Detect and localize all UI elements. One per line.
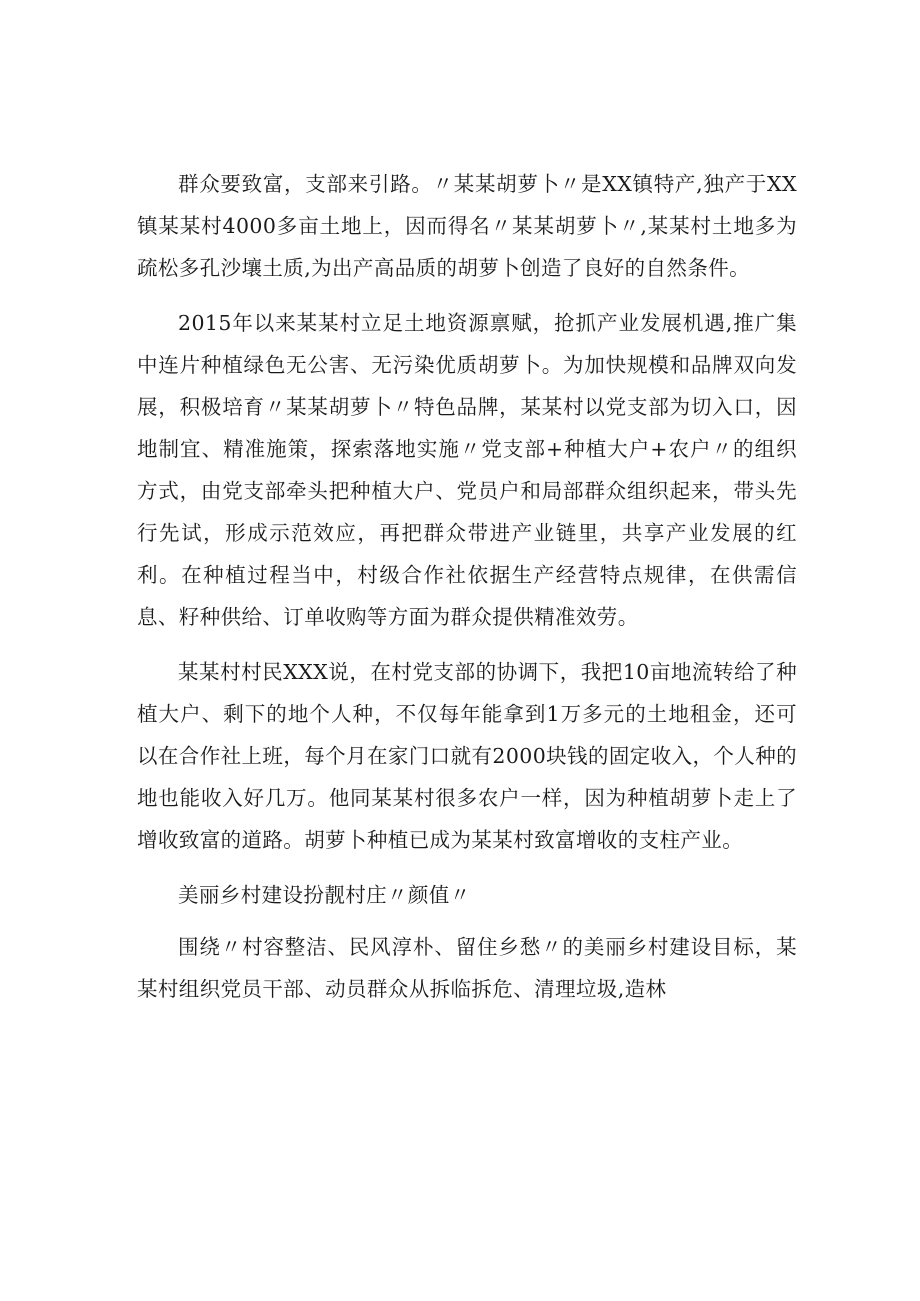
document-body — [137, 163, 797, 1010]
paragraph-5: 围绕〃村容整洁、民风淳朴、留住乡愁〃的美丽乡村建设目标，某某村组织党员干部、动员群众从拆临拆危、清理垃圾,造林 — [137, 935, 797, 1001]
paragraph-2: 2015年以来某某村立足土地资源禀赋，抢抓产业发展机遇,推广集中连片种植绿色无公害、无污染优质胡萝卜。为加快规模和品牌双向发展，积极培育〃某某胡萝卜〃特色品牌，某某村以党支部为切入口，因地制宜、精准施策，探索落地实施〃党支部+种植大户+农户〃的组织方式，由党支部牵头把种植大户、党员户和局部群众组织起来，带头先行先试，形成示范效应，再把群众带进产业链里，共享产业发展的红利。在种植过程当中，村级合作社依据生产经营特点规律，在供需信息、籽种供给、订单收购等方面为群众提供精准效劳。 — [137, 311, 797, 629]
section-heading: 美丽乡村建设扮靓村庄〃颜值〃 — [178, 883, 471, 907]
paragraph-3: 某某村村民XXX说，在村党支部的协调下，我把10亩地流转给了种植大户、剩下的地个人种，不仅每年能拿到1万多元的土地租金，还可以在合作社上班，每个月在家门口就有2000块钱的固定收入，个人种的地也能收入好几万。他同某某村很多农户一样，因为种植胡萝卜走上了增收致富的道路。胡萝卜种植已成为某某村致富增收的支柱产业。 — [137, 660, 797, 852]
paragraph-1: 群众要致富，支部来引路。〃某某胡萝卜〃是XX镇特产,独产于XX镇某某村4000多亩土地上，因而得名〃某某胡萝卜〃,某某村土地多为疏松多孔沙壤土质,为出产高品质的胡萝卜创造了良好的自然条件。 — [137, 172, 797, 280]
